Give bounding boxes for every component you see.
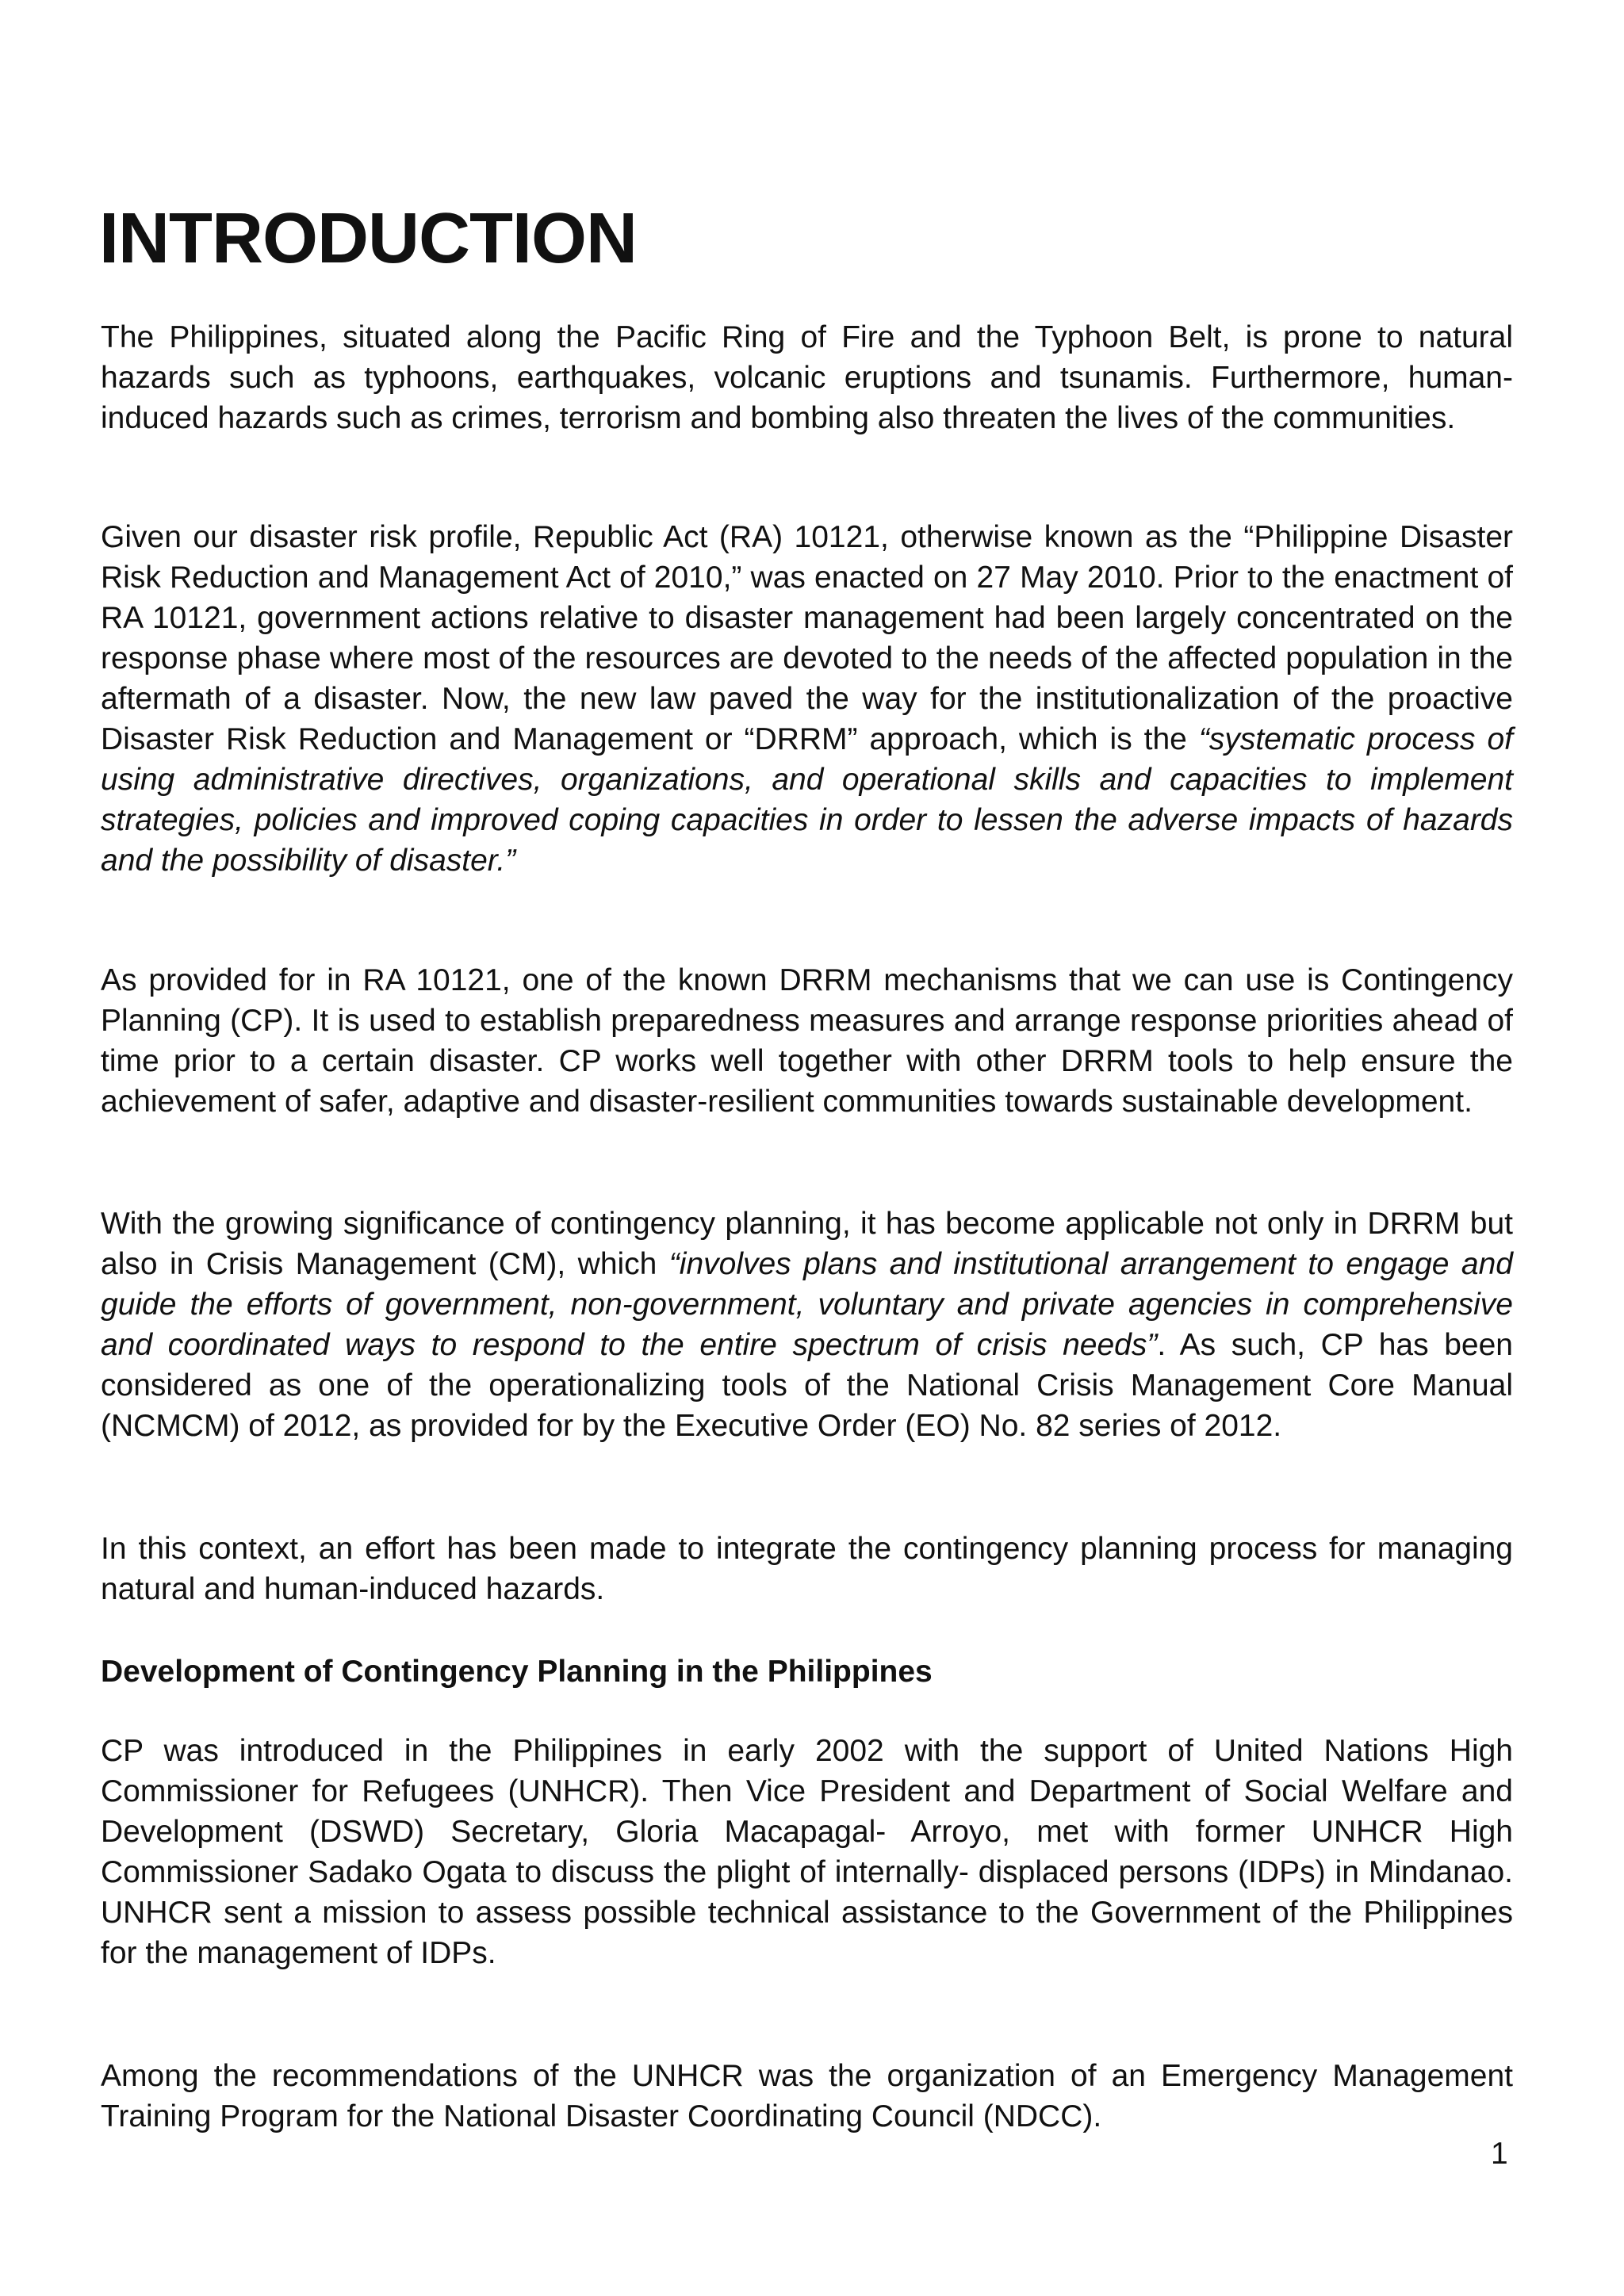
text: As provided for in RA 10121, one of the known DRRM mechanisms that we can use is Contingency Planning (CP). It is used to establish preparedness measures and arrange response priorities ahead of time prior to a certain disaster. CP works well together with other DRRM tools to help ensure the achievement of safer, adaptive and disaster-resilient communities towards sustainable development. [101, 963, 1513, 1119]
text: Among the recommendations of the UNHCR was the organization of an Emergency Management Training Program for the National Disaster Coordinating Council (NDCC). [101, 2059, 1513, 2133]
text: CP was introduced in the Philippines in early 2002 with the support of United Nations High Commissioner for Refugees (UNHCR). Then Vice President and Department of Social Welfare and Development (DSWD) Secretary, Gloria Macapagal- Arroyo, met with former UNHCR High Commissioner Sadako Ogata to discuss the plight of internally- displaced persons (IDPs) in Mindanao. UNHCR sent a mission to assess possible technical assistance to the Government of the Philippines for the management of IDPs. [101, 1734, 1513, 1970]
italic-quote: “systematic process of using administrative directives, organizations, and operational skills and capacities to implement strategies, policies and improved coping capacities in order to lessen the adverse impacts of hazards and the possibility of disaster.” [101, 722, 1513, 878]
text: In this context, an effort has been made to integrate the contingency planning process for managing natural and human-induced hazards. [101, 1532, 1513, 1606]
text: . As such, CP has been considered as one of the operationalizing tools of the National Crisis Management Core Manual (NCMCM) of 2012, as provided for by the Executive Order (EO) No. 82 series of 2012. [101, 1328, 1513, 1443]
section-heading: Development of Contingency Planning in the Philippines [101, 1655, 933, 1689]
paragraph-crisis-management [101, 1203, 1513, 1446]
paragraph-cp-history [101, 1731, 1513, 1973]
paragraph-unhcr-recommendations [101, 2056, 1513, 2137]
paragraph-ra10121 [101, 517, 1513, 881]
text: Given our disaster risk profile, Republic Act (RA) 10121, otherwise known as the “Philippine Disaster Risk Reduction and Management Act of 2010,” was enacted on 27 May 2010. Prior to the enactment of RA 10121, government actions relative to disaster management had been largely concentrated on the response phase where most of the resources are devoted to the needs of the affected population in the aftermath of a disaster. Now, the new law paved the way for the institutionalization of the proactive Disaster Risk Reduction and Management or “DRRM” approach, which is the [101, 520, 1513, 756]
text: The Philippines, situated along the Pacific Ring of Fire and the Typhoon Belt, is prone to natural hazards such as typhoons, earthquakes, volcanic eruptions and tsunamis. Furthermore, human-induced hazards such as crimes, terrorism and bombing also threaten the lives of the communities. [101, 320, 1513, 435]
text: With the growing significance of contingency planning, it has become applicable not only in DRRM but also in Crisis Management (CM), which [101, 1207, 1513, 1281]
paragraph-intro [101, 317, 1513, 438]
paragraph-contingency-planning [101, 960, 1513, 1122]
page-number: 1 [1491, 2137, 1508, 2171]
page-title: INTRODUCTION [99, 199, 637, 278]
paragraph-context [101, 1529, 1513, 1609]
italic-quote: “involves plans and institutional arrangement to engage and guide the efforts of government, non-government, voluntary and private agencies in comprehensive and coordinated ways to respond to the entire spectrum of crisis needs” [101, 1247, 1514, 1362]
